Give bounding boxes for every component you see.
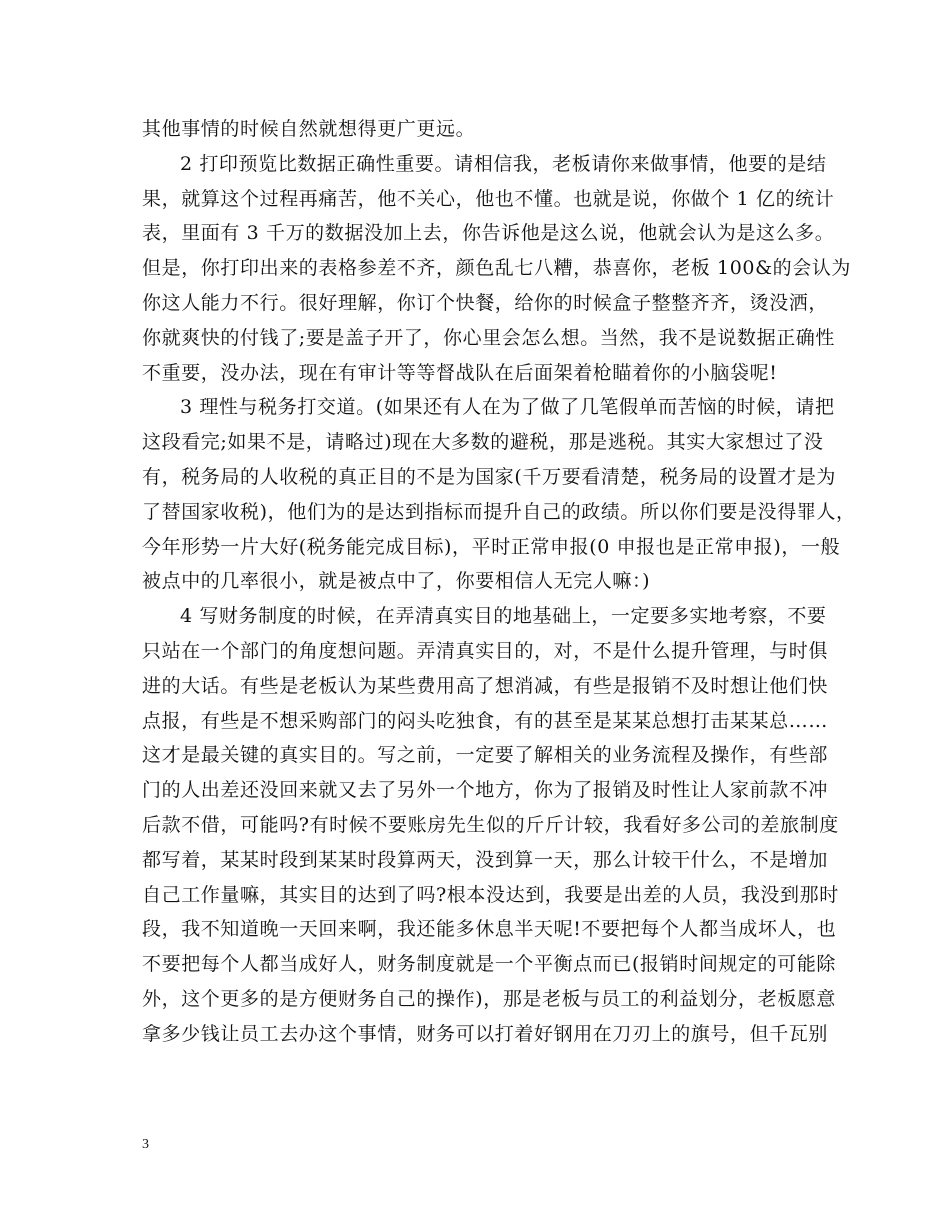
text-line: 都写着，某某时段到某某时段算两天，没到算一天，那么计较干什么，不是增加 <box>142 848 829 871</box>
text-line: 这才是最关键的真实目的。写之前，一定要了解相关的业务流程及操作，有些部 <box>142 744 829 767</box>
text-line: 你就爽快的付钱了;要是盖子开了，你心里会怎么想。当然，我不是说数据正确性 <box>142 326 836 349</box>
text-line: 表，里面有 3 千万的数据没加上去，你告诉他是这么说，他就会认为是这么多。 <box>142 222 835 245</box>
text-line: 不要把每个人都当成好人，财务制度就是一个平衡点而已(报销时间规定的可能除 <box>142 953 837 976</box>
text-line: 自己工作量嘛，其实目的达到了吗?根本没达到，我要是出差的人员，我没到那时 <box>142 883 839 906</box>
text-line: 点报，有些是不想采购部门的闷头吃独食，有的甚至是某某总想打击某某总…… <box>142 709 829 732</box>
text-line: 了替国家收税)，他们为的是达到指标而提升自己的政绩。所以你们要是没得罪人， <box>142 500 856 523</box>
text-line: 被点中的几率很小，就是被点中了，你要相信人无完人嘛：) <box>142 570 651 593</box>
text-line: 段，我不知道晚一天回来啊，我还能多休息半天呢!不要把每个人都当成坏人，也 <box>142 918 837 941</box>
text-line: 果，就算这个过程再痛苦，他不关心，他也不懂。也就是说，你做个 1 亿的统计 <box>142 187 835 210</box>
paragraph-3-start: 3 理性与税务打交道。(如果还有人在为了做了几笔假单而苦恼的时候，请把 <box>180 396 835 419</box>
page-number: 3 <box>142 1137 149 1152</box>
text-line: 后款不借，可能吗?有时候不要账房先生似的斤斤计较，我看好多公司的差旅制度 <box>142 813 839 836</box>
text-line: 不重要，没办法，现在有审计等等督战队在后面架着枪瞄着你的小脑袋呢! <box>142 361 778 384</box>
text-line: 有，税务局的人收税的真正目的不是为国家(千万要看清楚，税务局的设置才是为 <box>142 465 837 488</box>
text-line: 拿多少钱让员工去办这个事情，财务可以打着好钢用在刀刃上的旗号，但千瓦别 <box>142 1022 829 1045</box>
paragraph-4-start: 4 写财务制度的时候，在弄清真实目的地基础上，一定要多实地考察，不要 <box>180 605 827 628</box>
text-line: 但是，你打印出来的表格参差不齐，颜色乱七八糟，恭喜你，老板 100&的会认为 <box>142 257 852 280</box>
text-line: 进的大话。有些是老板认为某些费用高了想消减，有些是报销不及时想让他们快 <box>142 674 829 697</box>
paragraph-2-start: 2 打印预览比数据正确性重要。请相信我，老板请你来做事情，他要的是结 <box>180 152 827 175</box>
body-text <box>142 112 856 1052</box>
text-line: 这段看完;如果不是，请略过)现在大多数的避税，那是逃税。其实大家想过了没 <box>142 431 824 454</box>
text-line: 其他事情的时候自然就想得更广更远。 <box>142 118 476 140</box>
text-line: 今年形势一片大好(税务能完成目标)，平时正常申报(0 申报也是正常申报)，一般 <box>142 535 841 558</box>
text-line: 你这人能力不行。很好理解，你订个快餐，给你的时候盒子整整齐齐，烫没洒， <box>142 291 829 314</box>
text-line: 只站在一个部门的角度想问题。弄清真实目的，对，不是什么提升管理，与时俱 <box>142 639 829 662</box>
text-line: 门的人出差还没回来就又去了另外一个地方，你为了报销及时性让人家前款不冲 <box>142 779 829 802</box>
text-line: 外，这个更多的是方便财务自己的操作)，那是老板与员工的利益划分，老板愿意 <box>142 987 837 1010</box>
